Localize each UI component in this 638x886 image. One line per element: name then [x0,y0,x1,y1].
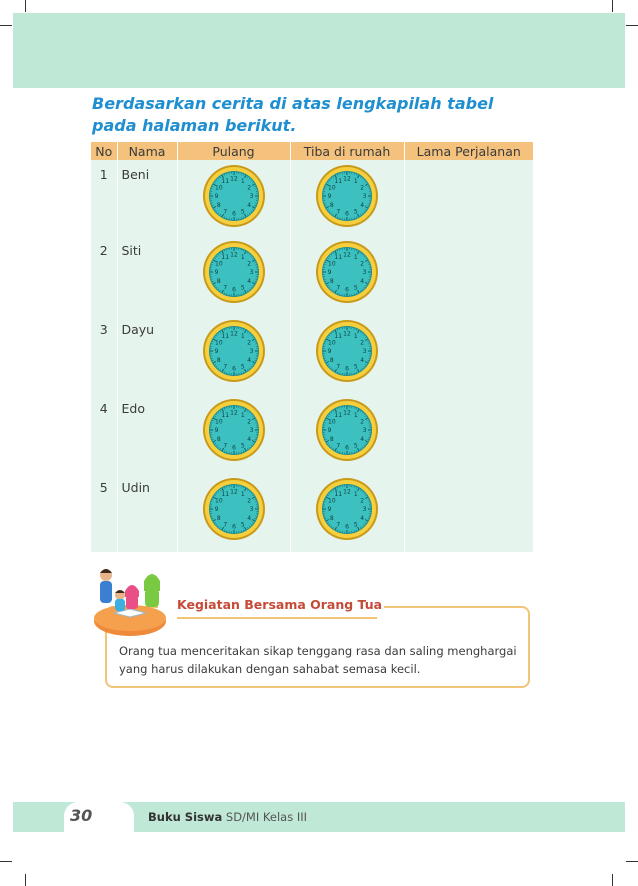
crop-mark [626,861,638,862]
clock-number: 7 [336,284,341,292]
clock-number: 2 [360,184,365,192]
header-nama: Nama [117,142,177,160]
clock-number: 4 [246,356,251,364]
table-row [91,473,533,552]
table-row [91,315,533,394]
clock-number: 5 [353,521,358,529]
clock-number: 10 [214,497,223,505]
clock-number: 11 [334,178,343,186]
clock-number: 9 [214,348,218,356]
clock-number: 1 [240,254,245,262]
clock-number: 5 [240,284,245,292]
clock-number: 9 [327,427,332,435]
duration-cell[interactable] [404,315,533,394]
clock-number: 9 [327,348,332,356]
clock-number: 2 [246,418,251,426]
crop-mark [612,0,613,12]
clock-number: 12 [343,488,351,496]
clock-number: 10 [328,497,336,505]
parent-activity-title: Kegiatan Bersama Orang Tua [177,597,383,612]
clock-icon-pulang[interactable] [202,319,266,383]
clock-number: 10 [214,339,223,347]
clock-number: 7 [222,442,227,450]
clock-number: 12 [229,488,238,496]
clock-icon-pulang[interactable] [202,398,266,462]
clock-number: 12 [343,409,351,417]
clock-number: 11 [220,412,229,420]
row-number: 1 [99,167,108,182]
duration-cell[interactable] [404,473,533,552]
clock-number: 10 [328,184,336,192]
clock-icon-tiba[interactable] [315,319,379,383]
clock-number: 9 [327,506,332,514]
clock-icon-tiba[interactable] [315,398,379,462]
clock-number: 3 [362,506,367,514]
clock-number: 11 [334,254,343,262]
page-title: Berdasarkan cerita di atas lengkapilah tabel pada halaman berikut. [92,94,494,135]
crop-mark [25,0,26,12]
clock-number: 4 [246,277,251,285]
book-title: Buku Siswa [148,810,223,824]
clock-icon-pulang[interactable] [202,240,266,304]
clock-number: 7 [336,521,341,529]
clock-number: 8 [216,201,221,209]
clock-number: 3 [249,269,253,277]
clock-number: 1 [240,333,245,341]
clock-number: 1 [353,254,358,262]
clock-number: 12 [229,409,238,417]
clock-number: 8 [329,201,334,209]
clock-number: 5 [353,284,358,292]
header-no: No [91,142,117,160]
clock-number: 10 [328,339,336,347]
student-name: Dayu [121,322,155,337]
clock-number: 4 [360,514,365,522]
row-number: 5 [99,480,108,495]
clock-number: 7 [336,208,341,216]
clock-number: 5 [353,208,358,216]
clock-number: 7 [336,363,341,371]
clock-number: 4 [360,356,365,364]
clock-number: 6 [345,365,349,373]
clock-number: 1 [353,333,358,341]
book-subtitle: SD/MI Kelas III [225,810,308,824]
row-number: 4 [99,401,108,416]
clock-number: 6 [345,286,349,294]
clock-number: 2 [360,339,365,347]
clock-number: 1 [353,491,358,499]
clock-number: 6 [345,523,349,531]
clock-number: 9 [214,193,218,201]
clock-number: 6 [345,444,349,452]
clock-number: 12 [229,251,238,259]
crop-mark [25,874,26,886]
clock-number: 8 [216,277,221,285]
crop-mark [0,861,12,862]
clock-number: 11 [334,412,343,420]
clock-number: 10 [214,260,223,268]
clock-number: 8 [329,356,334,364]
clock-number: 4 [360,277,365,285]
duration-cell[interactable] [404,160,533,236]
clock-icon-tiba[interactable] [315,164,379,228]
clock-number: 12 [343,330,351,338]
clock-number: 9 [327,193,332,201]
clock-number: 4 [360,201,365,209]
clock-number: 3 [249,427,253,435]
clock-icon-tiba[interactable] [315,477,379,541]
clock-number: 8 [216,514,221,522]
clock-number: 5 [353,442,358,450]
clock-number: 6 [231,210,236,218]
clock-number: 1 [353,178,358,186]
footer-book-title [148,810,307,824]
clock-number: 1 [240,491,245,499]
clock-number: 10 [214,184,223,192]
clock-icon-pulang[interactable] [202,164,266,228]
clock-icon-tiba[interactable] [315,240,379,304]
table-header-row [91,142,533,160]
clock-number: 6 [231,444,236,452]
header-lama: Lama Perjalanan [404,142,533,160]
clock-number: 2 [246,260,251,268]
clock-number: 2 [246,184,251,192]
journey-table [91,142,533,552]
clock-number: 3 [362,348,367,356]
clock-number: 1 [240,412,245,420]
clock-number: 8 [216,435,221,443]
clock-number: 11 [220,333,229,341]
clock-number: 7 [222,208,227,216]
clock-number: 3 [362,269,367,277]
clock-number: 11 [334,491,343,499]
header-tiba: Tiba di rumah [290,142,404,160]
clock-number: 9 [214,427,218,435]
clock-number: 4 [246,435,251,443]
clock-number: 4 [360,435,365,443]
clock-number: 3 [249,506,253,514]
clock-number: 2 [360,418,365,426]
clock-number: 8 [216,356,221,364]
clock-number: 3 [249,193,253,201]
clock-number: 11 [220,254,229,262]
clock-number: 5 [240,363,245,371]
header-band [13,13,625,88]
student-name: Siti [121,243,142,258]
clock-number: 6 [231,365,236,373]
row-number: 3 [99,322,108,337]
clock-number: 9 [214,269,218,277]
crop-mark [612,874,613,886]
clock-number: 10 [328,260,336,268]
duration-cell[interactable] [404,236,533,315]
clock-number: 7 [222,284,227,292]
clock-number: 6 [345,210,349,218]
crop-mark [626,25,638,26]
clock-number: 8 [329,435,334,443]
student-name: Udin [121,480,150,495]
clock-number: 11 [220,491,229,499]
clock-number: 6 [231,523,236,531]
family-reading-illustration [92,565,170,637]
clock-number: 11 [220,178,229,186]
clock-number: 7 [222,521,227,529]
clock-number: 5 [353,363,358,371]
clock-number: 8 [329,277,334,285]
student-name: Edo [121,401,145,416]
title-underline [177,617,377,619]
clock-number: 9 [327,269,332,277]
clock-number: 7 [222,363,227,371]
table-row [91,236,533,315]
clock-number: 2 [246,339,251,347]
clock-number: 5 [240,208,245,216]
clock-number: 9 [214,506,218,514]
clock-number: 1 [240,178,245,186]
clock-number: 4 [246,514,251,522]
student-name: Beni [121,167,150,182]
clock-number: 1 [353,412,358,420]
clock-number: 5 [240,442,245,450]
duration-cell[interactable] [404,394,533,473]
clock-number: 2 [360,260,365,268]
clock-number: 10 [214,418,223,426]
clock-number: 2 [246,497,251,505]
clock-number: 11 [334,333,343,341]
clock-number: 7 [336,442,341,450]
parent-activity-text: Orang tua menceritakan sikap tenggang rasa dan saling menghargai yang harus dilakukan dengan sahabat semasa kecil. [119,644,517,676]
clock-number: 3 [249,348,253,356]
row-number: 2 [99,243,108,258]
table-row [91,394,533,473]
clock-number: 2 [360,497,365,505]
clock-number: 12 [229,330,238,338]
clock-number: 12 [343,251,351,259]
clock-number: 3 [362,193,367,201]
clock-number: 6 [231,286,236,294]
clock-icon-pulang[interactable] [202,477,266,541]
clock-number: 8 [329,514,334,522]
header-pulang: Pulang [177,142,290,160]
page-number: 30 [70,806,93,825]
crop-mark [0,25,12,26]
clock-number: 12 [229,175,238,183]
clock-number: 12 [343,175,351,183]
clock-number: 4 [246,201,251,209]
clock-number: 3 [362,427,367,435]
clock-number: 10 [328,418,336,426]
clock-number: 5 [240,521,245,529]
table-row [91,160,533,236]
